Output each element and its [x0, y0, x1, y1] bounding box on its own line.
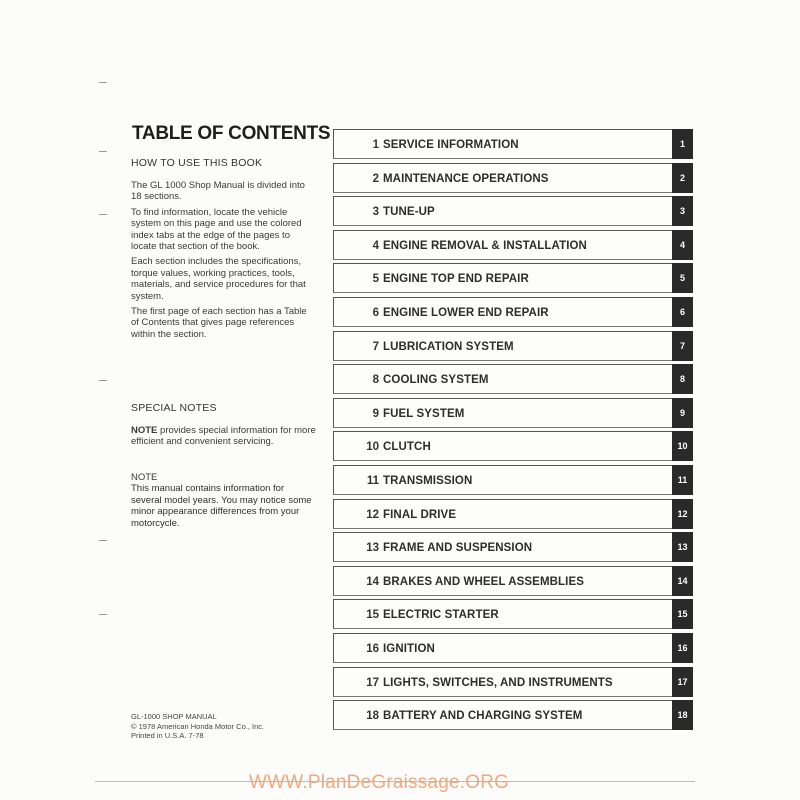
section-label: TUNE-UP [383, 206, 435, 219]
index-tab[interactable]: 5 [672, 263, 693, 293]
note-label: NOTE [131, 425, 158, 436]
section-label: ENGINE LOWER END REPAIR [383, 306, 549, 319]
toc-row-9[interactable] [333, 398, 693, 428]
toc-row-18[interactable] [333, 700, 693, 730]
section-number: 12 [366, 508, 379, 521]
section-number: 6 [372, 306, 379, 319]
toc-row-7[interactable] [333, 331, 693, 361]
index-tab[interactable]: 18 [672, 700, 693, 730]
how-to-use-heading: HOW TO USE THIS BOOK [131, 157, 263, 169]
section-label: ELECTRIC STARTER [383, 609, 499, 622]
index-tab[interactable]: 9 [672, 398, 693, 428]
margin-mark [99, 614, 107, 615]
page-title: TABLE OF CONTENTS [132, 123, 331, 144]
note-block [131, 472, 316, 533]
index-tab[interactable]: 4 [672, 230, 693, 260]
special-notes-body [131, 425, 316, 452]
section-number: 4 [372, 239, 379, 252]
section-label: BRAKES AND WHEEL ASSEMBLIES [383, 575, 584, 588]
section-label: CLUTCH [383, 441, 431, 454]
toc-list [333, 129, 693, 734]
index-tab[interactable]: 17 [672, 667, 693, 697]
section-label: ENGINE TOP END REPAIR [383, 273, 529, 286]
section-label: FRAME AND SUSPENSION [383, 542, 533, 555]
toc-row-5[interactable] [333, 263, 693, 293]
section-number: 10 [366, 441, 379, 454]
section-number: 13 [366, 542, 379, 555]
section-label: MAINTENANCE OPERATIONS [383, 172, 549, 185]
index-tab[interactable]: 13 [672, 532, 693, 562]
index-tab[interactable]: 12 [672, 499, 693, 529]
index-tab[interactable]: 14 [672, 566, 693, 596]
toc-row-6[interactable] [333, 297, 693, 327]
footer-line: © 1978 American Honda Motor Co., Inc. [131, 721, 265, 731]
section-number: 18 [366, 710, 379, 723]
watermark-text: WWW.PlanDeGraissage.ORG [249, 772, 510, 793]
toc-row-2[interactable] [333, 163, 693, 193]
index-tab[interactable]: 11 [672, 465, 693, 495]
section-number: 5 [372, 273, 379, 286]
how-to-use-paragraph: To find information, locate the vehicle system on this page and use the colored index tabs at the edge of the pages to locate that section of the book. [131, 206, 302, 253]
how-to-use-paragraph: The first page of each section has a Table of Contents that gives page references within the section. [131, 306, 307, 340]
note-text: provides special information for more efficient and convenient servicing. [131, 425, 316, 448]
margin-mark [99, 540, 107, 541]
how-to-use-paragraph: The GL 1000 Shop Manual is divided into 18 sections. [131, 180, 305, 203]
section-number: 3 [372, 206, 379, 219]
toc-row-11[interactable] [333, 465, 693, 495]
toc-row-16[interactable] [333, 633, 693, 663]
index-tab[interactable]: 15 [672, 599, 693, 629]
footer-line: GL-1000 SHOP MANUAL [131, 712, 217, 721]
section-number: 7 [372, 340, 379, 353]
section-label: FUEL SYSTEM [383, 407, 465, 420]
toc-row-1[interactable] [333, 129, 693, 159]
how-to-use-paragraph: Each section includes the specifications, torque values, working practices, tools, materials, and service procedures for that system. [131, 256, 306, 302]
toc-row-8[interactable] [333, 364, 693, 394]
note-paragraph [131, 425, 316, 448]
margin-mark [99, 380, 107, 381]
footer-line: Printed in U.S.A. 7-78 [131, 731, 204, 740]
margin-mark [99, 151, 107, 152]
toc-row-13[interactable] [333, 532, 693, 562]
margin-mark [99, 214, 107, 215]
section-number: 15 [366, 609, 379, 622]
section-number: 14 [366, 575, 379, 588]
index-tab[interactable]: 10 [672, 431, 693, 461]
section-label: ENGINE REMOVAL & INSTALLATION [383, 239, 587, 252]
section-number: 9 [372, 407, 379, 420]
section-label: SERVICE INFORMATION [383, 139, 519, 151]
section-number: 8 [372, 374, 379, 387]
section-label: FINAL DRIVE [383, 508, 457, 521]
toc-row-14[interactable] [333, 566, 693, 596]
index-tab[interactable]: 8 [672, 364, 693, 394]
section-number: 11 [366, 474, 379, 487]
toc-row-3[interactable] [333, 196, 693, 226]
index-tab[interactable]: 3 [672, 196, 693, 226]
section-label: TRANSMISSION [383, 474, 473, 487]
index-tab[interactable]: 1 [672, 129, 693, 159]
section-label: COOLING SYSTEM [383, 374, 489, 387]
toc-row-15[interactable] [333, 599, 693, 629]
section-label: LIGHTS, SWITCHES, AND INSTRUMENTS [383, 676, 613, 689]
index-tab[interactable]: 7 [672, 331, 693, 361]
margin-mark [99, 82, 107, 83]
special-notes-heading: SPECIAL NOTES [131, 402, 217, 414]
note2-heading: NOTE [131, 472, 158, 483]
section-label: IGNITION [383, 642, 435, 655]
section-label: LUBRICATION SYSTEM [383, 340, 514, 353]
note2-text: This manual contains information for several model years. You may notice some minor appearance differences from your motorcycle. [131, 483, 312, 529]
toc-row-17[interactable] [333, 667, 693, 697]
index-tab[interactable]: 6 [672, 297, 693, 327]
section-label: BATTERY AND CHARGING SYSTEM [383, 710, 583, 723]
index-tab[interactable]: 2 [672, 163, 693, 193]
footer-credits [131, 712, 331, 741]
toc-row-12[interactable] [333, 499, 693, 529]
toc-row-4[interactable] [333, 230, 693, 260]
section-number: 1 [372, 139, 379, 151]
section-number: 17 [366, 676, 379, 689]
section-number: 16 [366, 642, 379, 655]
index-tab[interactable]: 16 [672, 633, 693, 663]
section-number: 2 [372, 172, 379, 185]
how-to-use-body [131, 180, 316, 344]
toc-row-10[interactable] [333, 431, 693, 461]
